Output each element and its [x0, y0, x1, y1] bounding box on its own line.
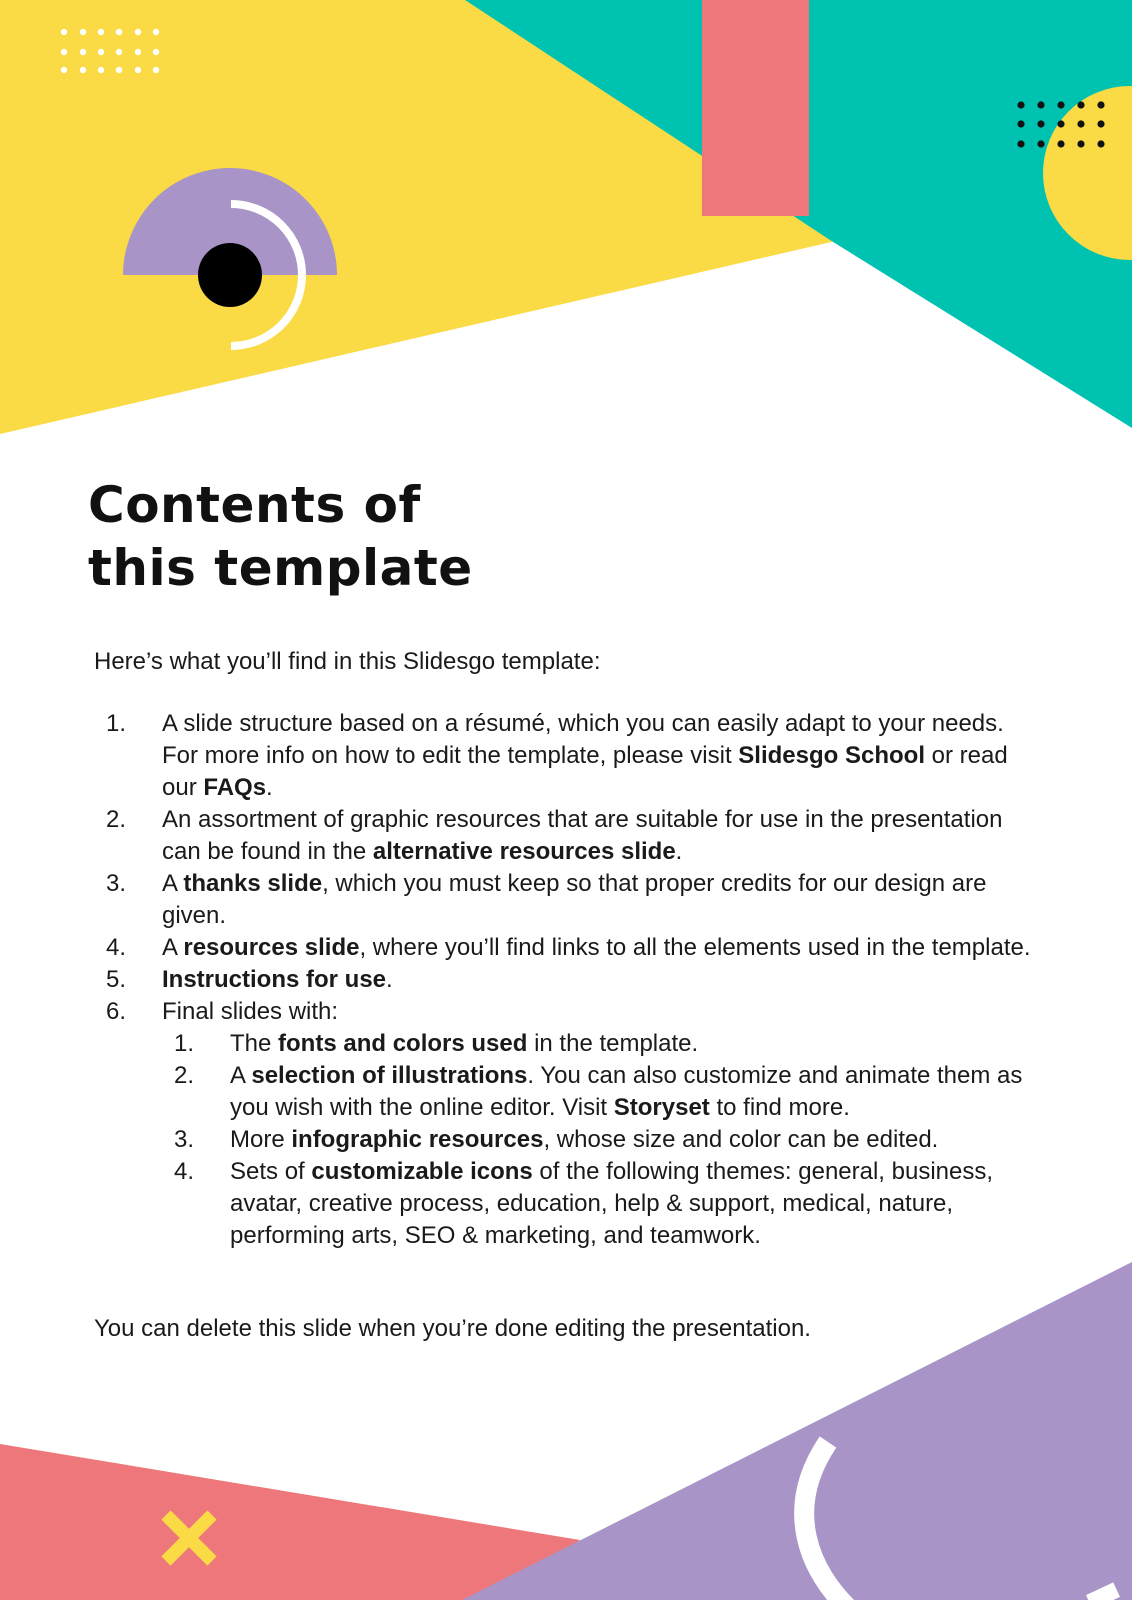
list-item-number: 1. — [106, 710, 127, 737]
sublist-item — [162, 1060, 1034, 1124]
fonts-colors-label: fonts and colors used — [278, 1030, 528, 1057]
closing-note: You can delete this slide when you’re done editing the presentation. — [94, 1315, 811, 1342]
list-item-number: 5. — [106, 966, 127, 993]
sublist-item — [162, 1156, 1034, 1252]
resources-slide-label: resources slide — [183, 934, 360, 961]
pink-rectangle-shape — [702, 0, 809, 216]
sublist-item-number: 4. — [174, 1158, 195, 1185]
thanks-slide-label: thanks slide — [183, 870, 323, 897]
customizable-icons-label: customizable icons — [311, 1158, 533, 1185]
sublist-item-text: of the following themes: general, business, avatar, creative process, education, help & support, medical, nature, performing arts, SEO & marketing, and teamwork. — [230, 1158, 994, 1249]
sublist-item — [162, 1124, 1034, 1156]
sublist-item-text: The — [230, 1030, 279, 1057]
list-item-text: A — [162, 870, 184, 897]
instructions-label: Instructions for use — [162, 966, 387, 993]
list-item-text: A — [162, 934, 184, 961]
list-item — [94, 996, 1034, 1252]
sublist-item-number: 2. — [174, 1062, 195, 1089]
title-line-1: Contents of — [88, 476, 421, 534]
sublist-item-number: 1. — [174, 1030, 195, 1057]
illustrations-label: selection of illustrations — [251, 1062, 528, 1089]
final-slides-sublist — [162, 1028, 1034, 1252]
list-item — [94, 708, 1034, 804]
list-item-number: 4. — [106, 934, 127, 961]
list-item — [94, 804, 1034, 868]
sublist-item-number: 3. — [174, 1126, 195, 1153]
sublist-item-text: in the template. — [527, 1030, 699, 1057]
sublist-item — [162, 1028, 1034, 1060]
list-item-text: An assortment of graphic resources that are suitable for use in the presentation can be found in the — [162, 806, 1003, 865]
storyset-label: Storyset — [613, 1094, 710, 1121]
list-item-text: . — [266, 774, 273, 801]
sublist-item-text: , whose size and color can be edited. — [543, 1126, 939, 1153]
sublist-item-text: . You can also customize and animate them as you wish with the online editor. Visit — [230, 1062, 1023, 1121]
title-line-2: this template — [88, 539, 473, 597]
list-item-text: , which you must keep so that proper credits for our design are given. — [162, 870, 987, 929]
list-item-number: 3. — [106, 870, 127, 897]
list-item — [94, 932, 1034, 964]
page-title — [88, 474, 473, 600]
infographic-resources-label: infographic resources — [291, 1126, 544, 1153]
list-item-text: A slide structure based on a résumé, which you can easily adapt to your needs. For more info on how to edit the template, please visit — [162, 710, 1004, 769]
list-item-text: Final slides with: — [162, 998, 339, 1025]
sublist-item-text: to find more. — [709, 1094, 850, 1121]
list-item-number: 6. — [106, 998, 127, 1025]
intro-text: Here’s what you’ll find in this Slidesgo template: — [94, 648, 601, 675]
sublist-item-text: More — [230, 1126, 292, 1153]
contents-list — [94, 708, 1034, 1252]
faqs-label: FAQs — [203, 774, 267, 801]
list-item-text: , where you’ll find links to all the elements used in the template. — [359, 934, 1031, 961]
list-item-number: 2. — [106, 806, 127, 833]
list-item — [94, 868, 1034, 932]
list-item — [94, 964, 1034, 996]
pink-bottom-shape — [0, 1444, 580, 1600]
sublist-item-text: Sets of — [230, 1158, 312, 1185]
alternative-resources-label: alternative resources slide — [372, 838, 676, 865]
sublist-item-text: A — [230, 1062, 252, 1089]
black-circle-shape — [198, 243, 262, 307]
list-item-text: . — [675, 838, 683, 865]
slidesgo-school-label: Slidesgo School — [738, 742, 925, 769]
list-item-text: or read our — [162, 742, 1008, 801]
list-item-text: . — [386, 966, 393, 993]
